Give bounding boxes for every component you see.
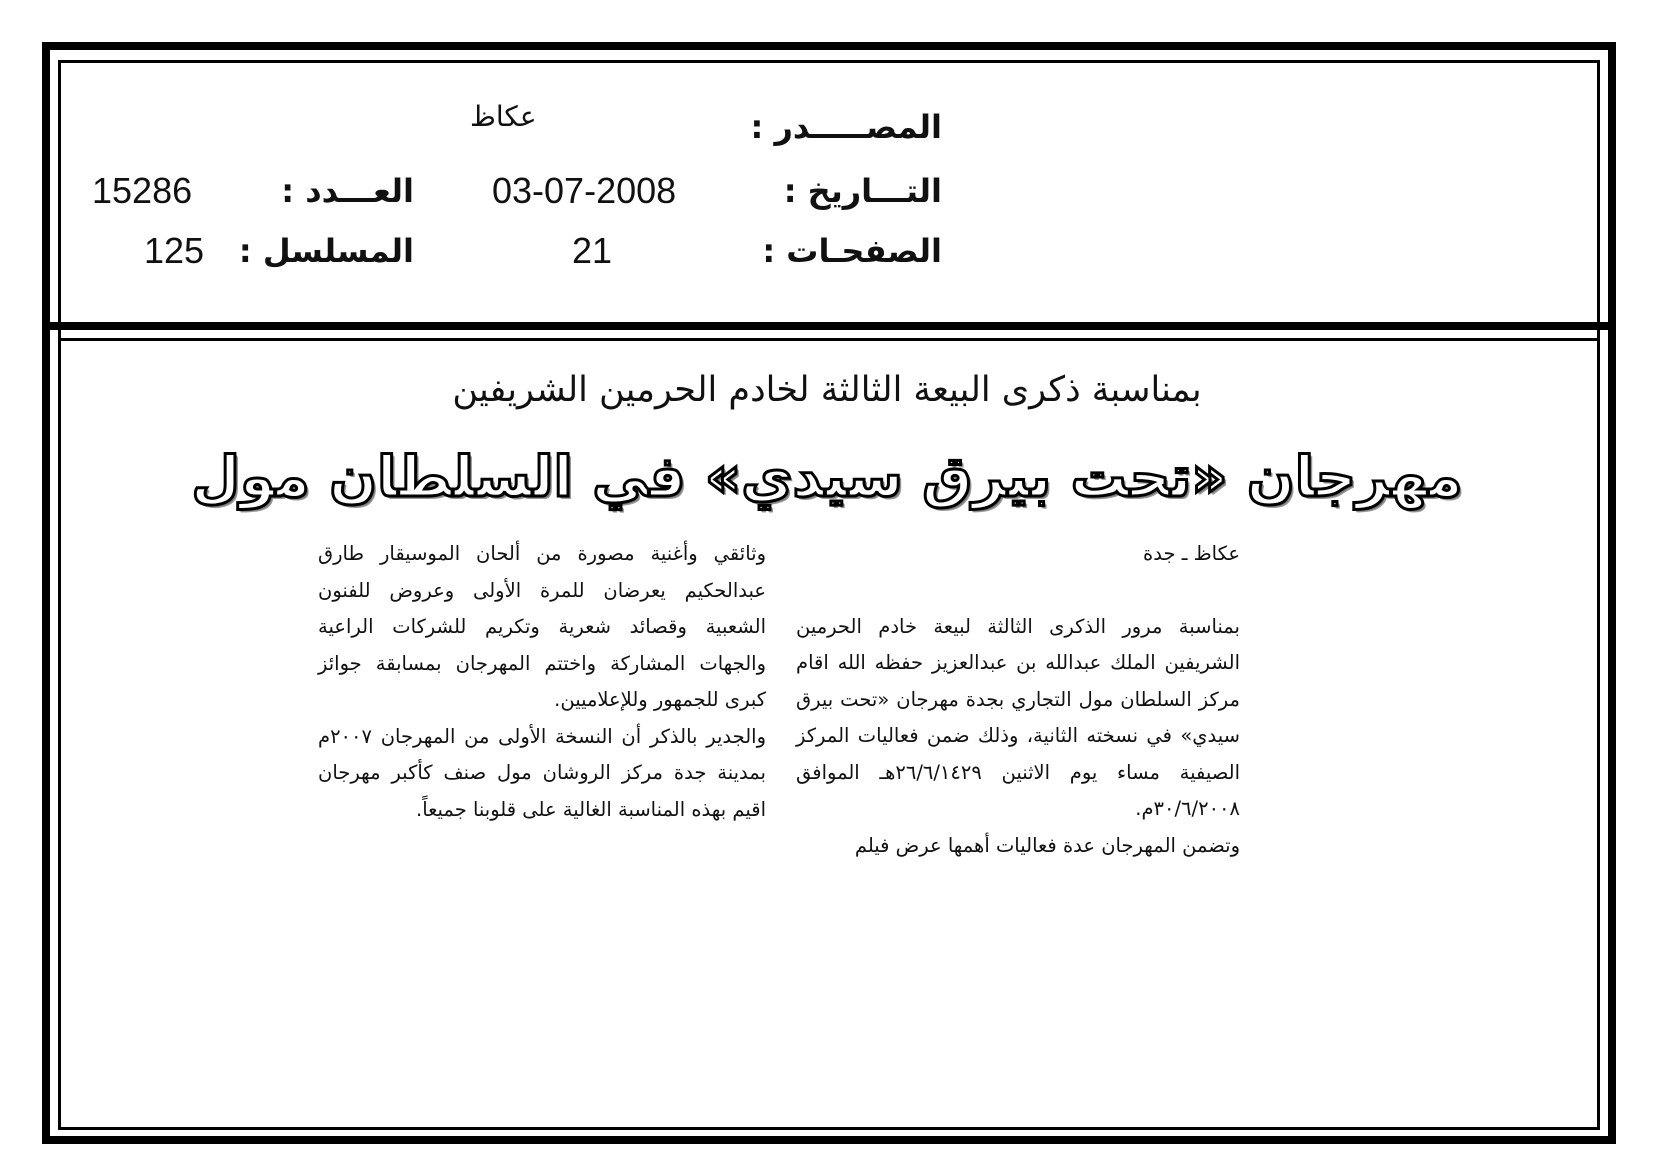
- article-paragraph: وثائقي وأغنية مصورة من ألحان الموسيقار طارق عبدالحكيم يعرضان للمرة الأولى وعروض للفنون الشعبية وقصائد شعرية وتكريم للشركات الراعية والجهات المشاركة واختتم المهرجان بمسابقة جوائز كبرى للجمهور وللإعلاميين.: [318, 542, 766, 711]
- article-column-left: [318, 536, 766, 828]
- issue-value: 15286: [92, 170, 193, 211]
- source-label: المصـــــدر :: [750, 108, 942, 146]
- article-paragraph: بمناسبة مرور الذكرى الثالثة لبيعة خادم الحرمين الشريفين الملك عبدالله بن عبدالعزيز حفظه الله اقام مركز السلطان مول التجاري بجدة مهرجان «تحت بيرق سيدي» في نسخته الثانية، وذلك ضمن فعاليات المركز الصيفية مساء يوم الاثنين ٢٦/٦/١٤٢٩هـ الموافق ٣٠/٦/٢٠٠٨م.: [796, 614, 1240, 820]
- date-value: 03-07-2008: [492, 170, 677, 211]
- source-value: عكاظ: [470, 100, 537, 133]
- article-headline: مهرجان «تحت بيرق سيدي» في السلطان مول: [191, 445, 1463, 510]
- serial-label: المسلسل :: [238, 232, 414, 270]
- article-paragraph: وتضمن المهرجان عدة فعاليات أهمها عرض فيلم: [854, 833, 1240, 857]
- article-dateline: عكاظ ـ جدة: [1143, 542, 1240, 565]
- header-divider-thick: [42, 322, 1616, 330]
- article-paragraph: والجدير بالذكر أن النسخة الأولى من المهرجان ٢٠٠٧م بمدينة جدة مركز الروشان مول صنف كأكبر مهرجان اقيم بهذه المناسبة الغالية على قلوبنا جميعاً.: [318, 724, 766, 821]
- article-kicker: بمناسبة ذكرى البيعة الثالثة لخادم الحرمين الشريفين: [452, 370, 1202, 410]
- issue-label: العـــدد :: [281, 172, 414, 210]
- pages-label: الصفحـات :: [762, 232, 942, 270]
- serial-value: 125: [144, 230, 205, 271]
- pages-value: 21: [572, 230, 613, 271]
- date-label: التـــاريخ :: [783, 172, 942, 210]
- article-column-right: [796, 542, 1240, 864]
- header-divider-thin: [58, 338, 1600, 341]
